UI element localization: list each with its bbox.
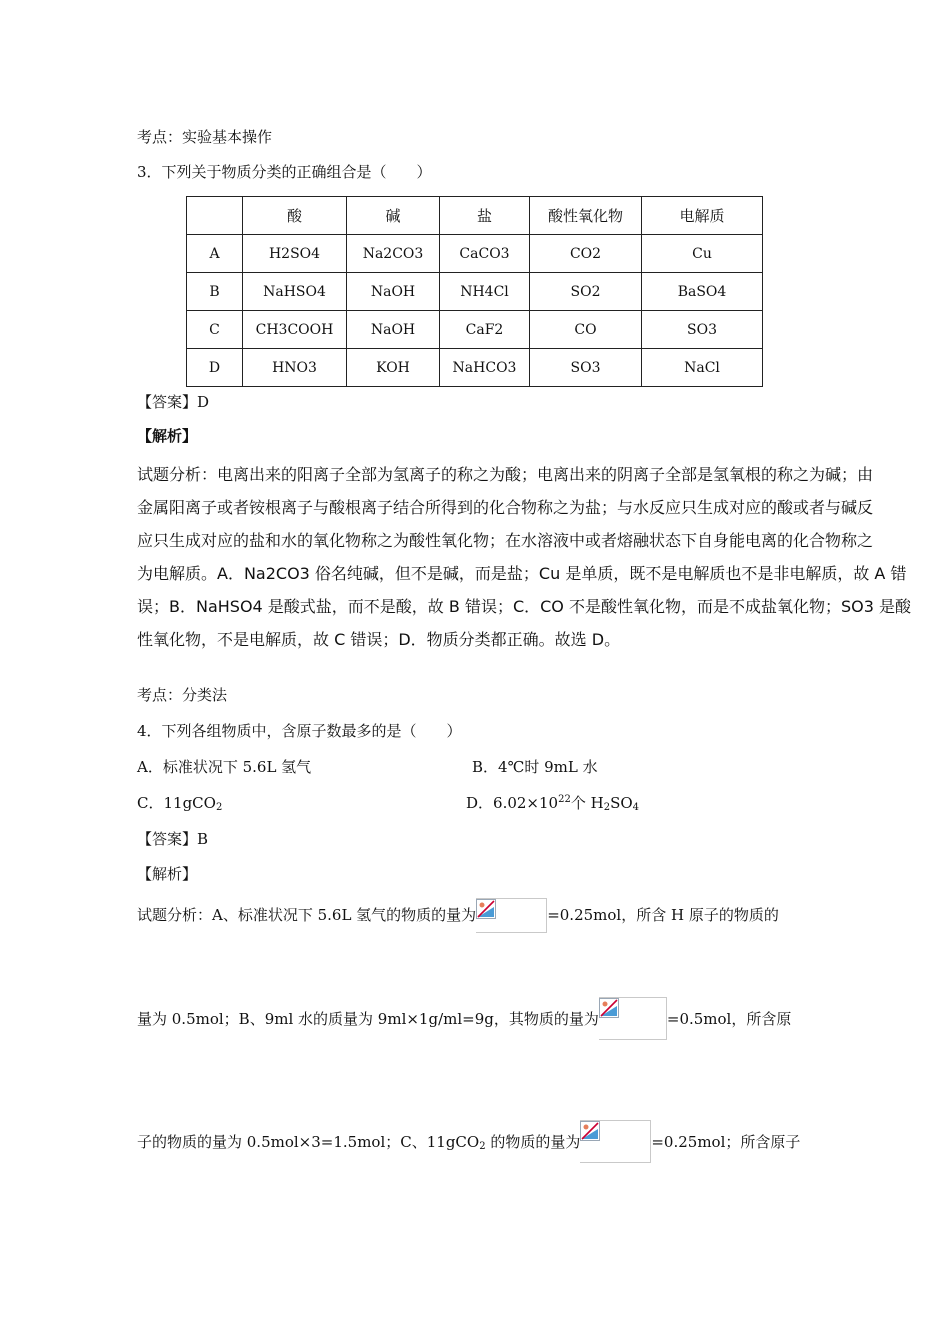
table-row bbox=[187, 349, 763, 387]
table-row bbox=[187, 273, 763, 311]
analysis-line: 应只生成对应的盐和水的氧化物称之为酸性氧化物；在水溶液中或者熔融状态下自身能电离的化合物称之 bbox=[137, 531, 874, 550]
analysis-text: 量为 0.5mol；B、9ml 水的质量为 9ml×1g/ml=9g，其物质的量为 bbox=[137, 1010, 599, 1028]
analysis-text: 的物质的量为 bbox=[485, 1133, 581, 1151]
row-label: D bbox=[187, 349, 243, 387]
kaodian-experiment: 考点：实验基本操作 bbox=[137, 128, 273, 146]
analysis-line: 性氧化物，不是电解质，故 C 错误；D．物质分类都正确。故选 D。 bbox=[137, 630, 621, 649]
base-cell: NaOH bbox=[347, 273, 440, 311]
header-cell: 盐 bbox=[440, 197, 530, 235]
broken-image-icon bbox=[599, 998, 619, 1018]
option-d-exponent: 22 bbox=[558, 794, 571, 805]
option-d-subscript: 2 bbox=[603, 802, 611, 813]
acid-cell: NaHSO4 bbox=[243, 273, 347, 311]
classification-table bbox=[186, 196, 763, 387]
table-row bbox=[187, 235, 763, 273]
option-c-text: C．11gCO bbox=[137, 794, 216, 812]
acidic-oxide-cell: CO2 bbox=[530, 235, 642, 273]
question-4-stem: 4．下列各组物质中，含原子数最多的是（ ） bbox=[137, 722, 462, 740]
analysis-text: =0.25mol，所含 H 原子的物质的 bbox=[547, 906, 779, 924]
formula-image bbox=[599, 997, 667, 1040]
analysis-line-2 bbox=[137, 997, 791, 1040]
question-4-analysis-label: 【解析】 bbox=[137, 865, 198, 883]
acid-cell: CH3COOH bbox=[243, 311, 347, 349]
analysis-line-1 bbox=[137, 897, 779, 933]
formula-image bbox=[580, 1120, 651, 1163]
analysis-line: 误；B．NaHSO4 是酸式盐，而不是酸，故 B 错误；C．CO 不是酸性氧化物，而是不成盐氧化物；SO3 是酸 bbox=[137, 597, 911, 616]
kaodian-classification: 考点：分类法 bbox=[137, 686, 228, 704]
header-cell: 酸 bbox=[243, 197, 347, 235]
analysis-text: =0.5mol，所含原 bbox=[666, 1010, 792, 1028]
broken-image-icon bbox=[580, 1121, 600, 1141]
analysis-line: 为电解质。A．Na2CO3 俗名纯碱，但不是碱，而是盐；Cu 是单质，既不是电解质也不是非电解质，故 A 错 bbox=[137, 564, 907, 583]
option-d-text: D．6.02×10 bbox=[466, 794, 559, 812]
electrolyte-cell: NaCl bbox=[642, 349, 763, 387]
question-3-analysis-label: 【解析】 bbox=[137, 427, 198, 445]
analysis-text: =0.25mol；所含原子 bbox=[651, 1133, 801, 1151]
base-cell: NaOH bbox=[347, 311, 440, 349]
salt-cell: CaCO3 bbox=[440, 235, 530, 273]
acidic-oxide-cell: SO2 bbox=[530, 273, 642, 311]
base-cell: Na2CO3 bbox=[347, 235, 440, 273]
option-c-subscript: 2 bbox=[215, 802, 223, 813]
row-label: B bbox=[187, 273, 243, 311]
acidic-oxide-cell: SO3 bbox=[530, 349, 642, 387]
electrolyte-cell: SO3 bbox=[642, 311, 763, 349]
salt-cell: NaHCO3 bbox=[440, 349, 530, 387]
acid-cell: H2SO4 bbox=[243, 235, 347, 273]
header-cell: 碱 bbox=[347, 197, 440, 235]
electrolyte-cell: Cu bbox=[642, 235, 763, 273]
option-d-text-mid: 个 H bbox=[570, 794, 604, 812]
row-label: C bbox=[187, 311, 243, 349]
analysis-text: 子的物质的量为 0.5mol×3=1.5mol；C、11gCO bbox=[137, 1133, 480, 1151]
analysis-text: 试题分析：A、标准状况下 5.6L 氢气的物质的量为 bbox=[137, 906, 477, 924]
row-label: A bbox=[187, 235, 243, 273]
analysis-line-3 bbox=[137, 1120, 800, 1163]
salt-cell: NH4Cl bbox=[440, 273, 530, 311]
option-d-text-so: SO bbox=[610, 794, 633, 812]
option-c bbox=[137, 793, 222, 813]
question-3-answer: 【答案】D bbox=[137, 393, 210, 411]
question-3-stem: 3．下列关于物质分类的正确组合是（ ） bbox=[137, 163, 432, 181]
analysis-subscript: 2 bbox=[479, 1141, 486, 1152]
analysis-line: 试题分析：电离出来的阳离子全部为氢离子的称之为酸；电离出来的阴离子全部是氢氧根的称之为碱；由 bbox=[137, 465, 874, 484]
acid-cell: HNO3 bbox=[243, 349, 347, 387]
option-b: B．4℃时 9mL 水 bbox=[472, 758, 598, 776]
formula-image bbox=[476, 898, 547, 933]
header-cell: 酸性氧化物 bbox=[530, 197, 642, 235]
question-3-analysis bbox=[137, 458, 913, 656]
option-a: A．标准状况下 5.6L 氢气 bbox=[137, 758, 312, 776]
header-cell: 电解质 bbox=[642, 197, 763, 235]
electrolyte-cell: BaSO4 bbox=[642, 273, 763, 311]
analysis-line: 金属阳离子或者铵根离子与酸根离子结合所得到的化合物称之为盐；与水反应只生成对应的酸或者与碱反 bbox=[137, 498, 874, 517]
acidic-oxide-cell: CO bbox=[530, 311, 642, 349]
option-d-subscript: 4 bbox=[632, 802, 640, 813]
option-d bbox=[466, 793, 639, 813]
broken-image-icon bbox=[476, 899, 496, 919]
table-header-row bbox=[187, 197, 763, 235]
header-cell bbox=[187, 197, 243, 235]
table-row bbox=[187, 311, 763, 349]
question-4-answer: 【答案】B bbox=[137, 830, 209, 848]
base-cell: KOH bbox=[347, 349, 440, 387]
salt-cell: CaF2 bbox=[440, 311, 530, 349]
